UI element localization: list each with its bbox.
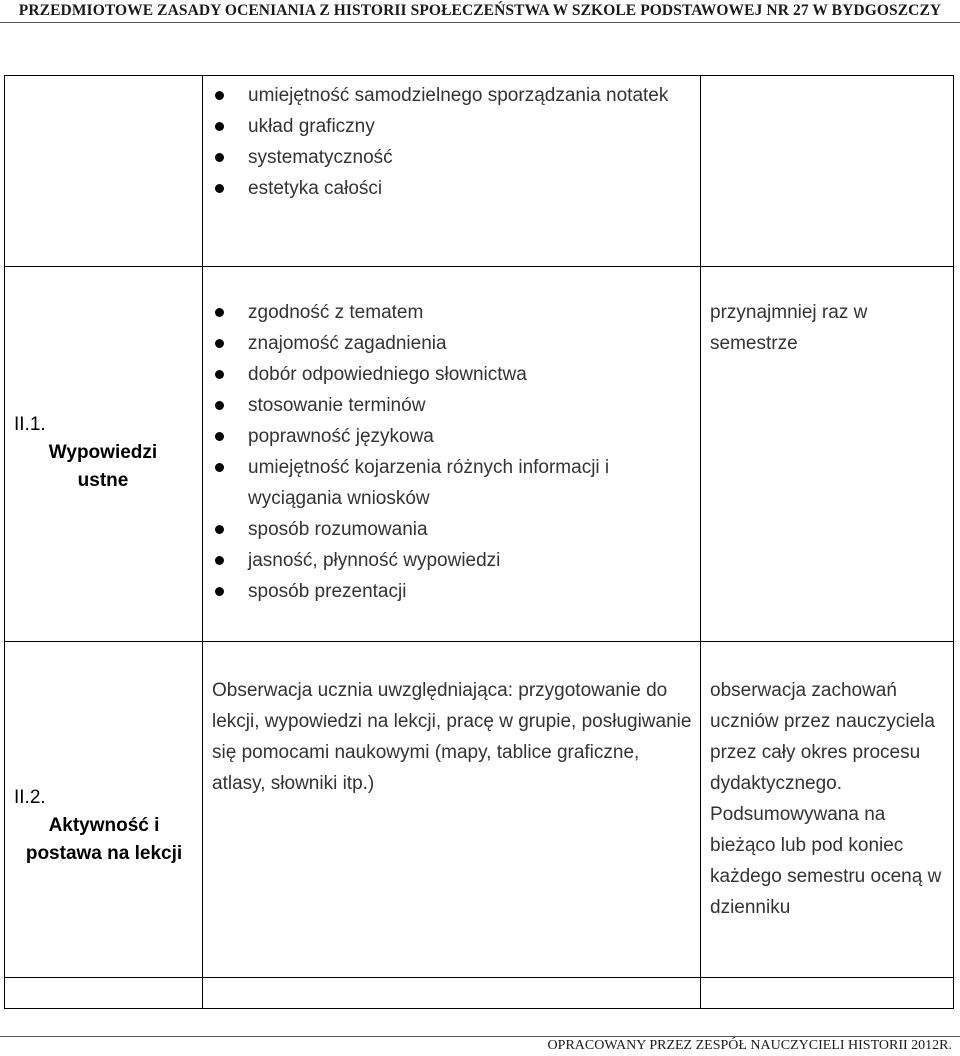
- criterion-item: stosowanie terminów: [212, 390, 692, 421]
- criterion-item: poprawność językowa: [212, 421, 692, 452]
- row-divider-1: [4, 266, 954, 267]
- row-divider-2: [4, 641, 954, 642]
- criterion-item: dobór odpowiedniego słownictwa: [212, 359, 692, 390]
- row-2-number: II.1.: [14, 414, 46, 435]
- criterion-item: sposób prezentacji: [212, 576, 692, 607]
- row-3-frequency: obserwacja zachowań uczniów przez nauczyciela przez cały okres procesu dydaktycznego. Podsumowywana na bieżąco lub pod koniec każdego semestru oceną w dzienniku: [710, 680, 942, 918]
- column-divider-1: [202, 75, 203, 1008]
- table-border-top: [4, 75, 954, 76]
- criterion-item: układ graficzny: [212, 111, 692, 142]
- row-3-title: Aktywność i postawa na lekcji: [25, 815, 183, 864]
- page-footer: OPRACOWANY PRZEZ ZESPÓŁ NAUCZYCIELI HISTORII 2012R.: [547, 1038, 952, 1053]
- criterion-item: sposób rozumowania: [212, 514, 692, 545]
- criterion-item: znajomość zagadnienia: [212, 328, 692, 359]
- table-border-left: [4, 75, 5, 1008]
- criterion-item: estetyka całości: [212, 173, 692, 204]
- page-header: PRZEDMIOTOWE ZASADY OCENIANIA Z HISTORII SPOŁECZEŃSTWA W SZKOLE PODSTAWOWEJ NR 27 W BYDGOSZCZY: [18, 2, 942, 19]
- column-divider-2: [700, 75, 701, 1008]
- row-3-description: Obserwacja ucznia uwzględniająca: przygotowanie do lekcji, wypowiedzi na lekcji, pracę w grupie, posługiwanie się pomocami naukowymi (mapy, tablice graficzne, atlasy, słowniki itp.): [212, 680, 692, 794]
- table-border-right: [953, 75, 954, 1008]
- row-divider-3: [4, 977, 954, 978]
- criterion-item: zgodność z tematem: [212, 297, 692, 328]
- footer-divider: [0, 1036, 960, 1037]
- row-3-label: [14, 784, 192, 868]
- criterion-item: umiejętność kojarzenia różnych informacji i wyciągania wniosków: [212, 452, 692, 514]
- row-2-title: Wypowiedzi ustne: [48, 442, 158, 491]
- row-2-label: [14, 411, 192, 495]
- row-1-criteria: [212, 80, 692, 204]
- criterion-item: umiejętność samodzielnego sporządzania notatek: [212, 80, 692, 111]
- criterion-item: systematyczność: [212, 142, 692, 173]
- table-border-bottom: [4, 1008, 954, 1009]
- row-3-number: II.2.: [14, 787, 46, 808]
- row-2-criteria: [212, 297, 692, 607]
- header-divider: [0, 22, 960, 23]
- row-2-frequency: przynajmniej raz w semestrze: [710, 302, 868, 354]
- criterion-item: jasność, płynność wypowiedzi: [212, 545, 692, 576]
